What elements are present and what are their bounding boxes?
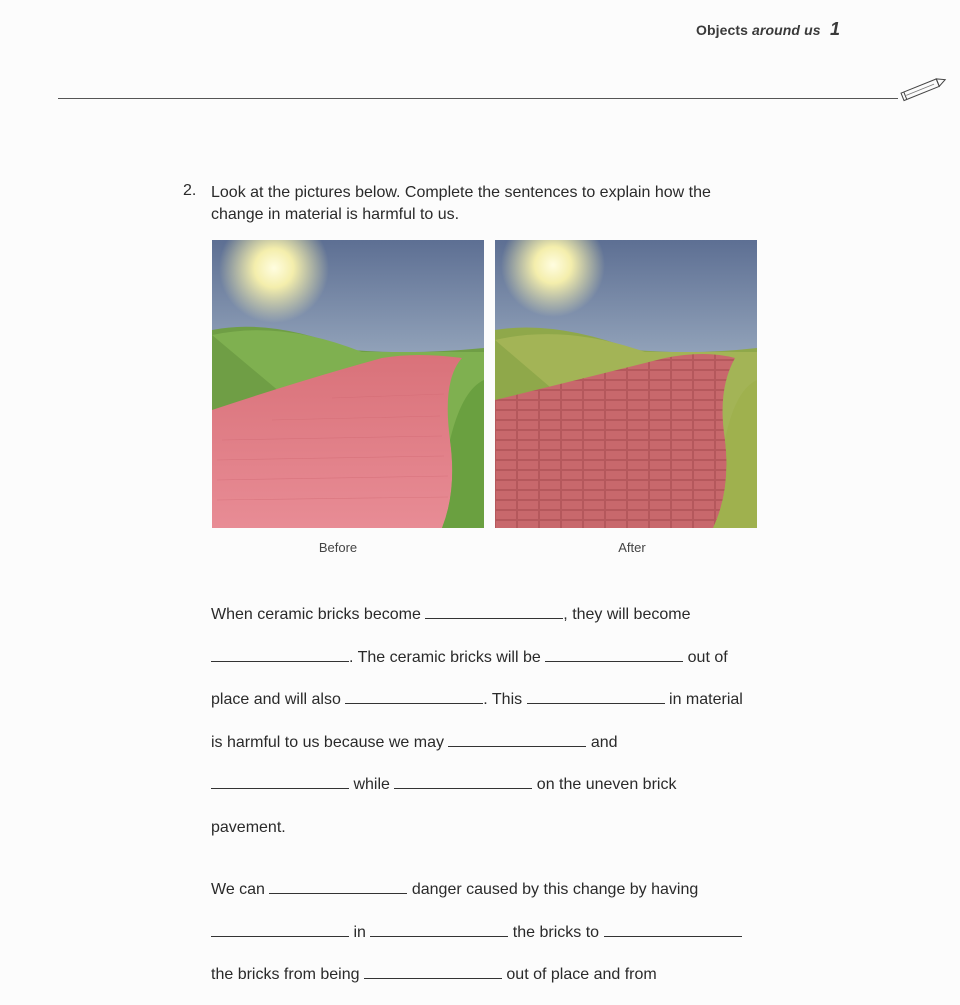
- header-divider: [58, 98, 898, 99]
- question-number: 2.: [183, 182, 197, 199]
- text-line: in the bricks to: [211, 920, 771, 963]
- text-line: pavement.: [211, 818, 286, 836]
- paragraph-2: [211, 877, 771, 1005]
- answer-blank[interactable]: [545, 647, 683, 662]
- after-caption: After: [618, 540, 646, 555]
- page-number: 1: [830, 19, 841, 39]
- text-line: place and will also . This in material: [211, 691, 743, 708]
- paragraph-1: [211, 602, 771, 857]
- answer-blank[interactable]: [604, 922, 742, 937]
- answer-blank[interactable]: [269, 879, 407, 894]
- answer-blank[interactable]: [425, 604, 563, 619]
- answer-blank[interactable]: [394, 774, 532, 789]
- text-line: We can danger caused by this change by having: [211, 881, 699, 898]
- before-caption: Before: [318, 540, 358, 555]
- text-line: the bricks from being out of place and from: [211, 966, 657, 983]
- answer-blank[interactable]: [527, 689, 665, 704]
- before-picture: [212, 240, 484, 528]
- question-text: Look at the pictures below. Complete the sentences to explain how the change in material is harmful to us.: [211, 184, 711, 223]
- after-picture: [495, 240, 757, 528]
- answer-blank[interactable]: [448, 732, 586, 747]
- text-line: When ceramic bricks become , they will become: [211, 606, 691, 623]
- answer-blank[interactable]: [345, 689, 483, 704]
- answer-blank[interactable]: [370, 922, 508, 937]
- text-line: is harmful to us because we may and: [211, 733, 618, 751]
- pencil-icon: [895, 76, 949, 102]
- header-title: Objects around us: [696, 22, 821, 38]
- answer-blank[interactable]: [211, 647, 349, 662]
- text-line: . The ceramic bricks will be out of: [211, 645, 771, 688]
- answer-blank[interactable]: [211, 774, 349, 789]
- answer-blank[interactable]: [364, 964, 502, 979]
- answer-blank[interactable]: [211, 922, 349, 937]
- text-line: while on the uneven brick: [211, 772, 771, 815]
